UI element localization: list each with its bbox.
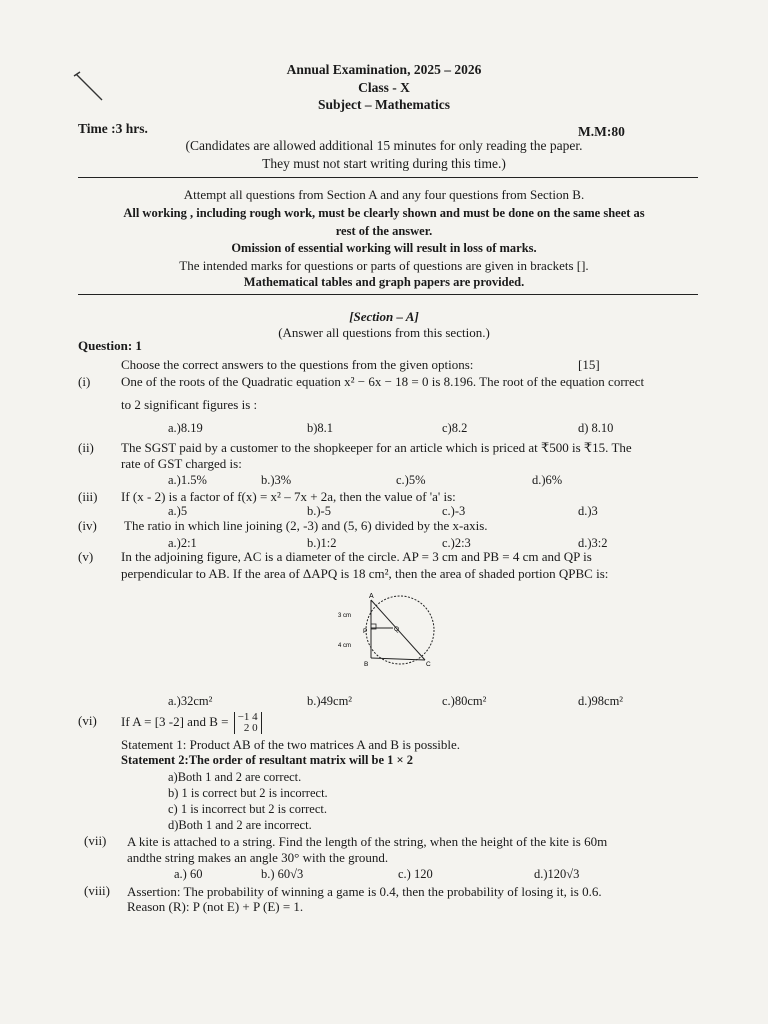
- item-v-text-2: perpendicular to AB. If the area of ΔAPQ is 18 cm², then the area of shaded portion QPBC is:: [121, 566, 609, 581]
- option-c: c.)80cm²: [442, 694, 487, 708]
- choice-b: b) 1 is correct but 2 is incorrect.: [168, 786, 328, 800]
- matrix-row-1: −1 4: [237, 711, 258, 723]
- option-c: c.)2:3: [442, 536, 471, 550]
- item-v-text-1: In the adjoining figure, AC is a diameter of the circle. AP = 3 cm and PB = 4 cm and QP is: [121, 549, 592, 564]
- option-b: b.)1:2: [307, 536, 337, 550]
- instruction-6: Mathematical tables and graph papers are provided.: [243, 275, 525, 289]
- item-iii-text: If (x - 2) is a factor of f(x) = x² – 7x + 2a, then the value of 'a' is:: [121, 489, 456, 504]
- instruction-4: Omission of essential working will result in loss of marks.: [231, 241, 537, 255]
- item-number: (viii): [84, 883, 110, 898]
- choice-d: d)Both 1 and 2 are incorrect.: [168, 818, 312, 832]
- instruction-3: rest of the answer.: [335, 224, 433, 238]
- option-a: a.)5: [168, 504, 188, 518]
- option-a: a.)32cm²: [168, 694, 213, 708]
- option-d: d.)6%: [532, 473, 563, 487]
- label-b: B: [364, 661, 369, 668]
- reason: Reason (R): P (not E) + P (E) = 1.: [127, 899, 304, 914]
- divider-top: [78, 177, 698, 178]
- choice-c: c) 1 is incorrect but 2 is correct.: [168, 802, 327, 816]
- item-number: (iii): [78, 489, 98, 504]
- option-d: d.)3: [578, 504, 598, 518]
- item-ii-text-1: The SGST paid by a customer to the shopkeeper for an article which is priced at ₹500 is ₹15. The: [121, 440, 632, 455]
- matrix-b: [234, 712, 262, 734]
- assertion: Assertion: The probability of winning a game is 0.4, then the probability of losing it, is 0.6.: [127, 884, 602, 899]
- matrix-row-2: 2 0: [243, 722, 258, 734]
- class-label: Class - X: [358, 80, 410, 95]
- item-number: (ii): [78, 440, 94, 455]
- option-d: d) 8.10: [578, 421, 614, 435]
- statement-2: Statement 2:The order of resultant matrix will be 1 × 2: [121, 753, 414, 767]
- instruction-1: Attempt all questions from Section A and any four questions from Section B.: [183, 187, 585, 202]
- time-label: Time :3 hrs.: [78, 121, 148, 136]
- choice-a: a)Both 1 and 2 are correct.: [168, 770, 302, 784]
- label-a: A: [369, 593, 374, 600]
- item-number: (iv): [78, 518, 97, 533]
- item-number: (v): [78, 549, 94, 564]
- statement-1: Statement 1: Product AB of the two matrices A and B is possible.: [121, 737, 461, 752]
- item-vii-text-2: andthe string makes an angle 30° with the ground.: [127, 850, 389, 865]
- option-b: b.)3%: [261, 473, 292, 487]
- section-title: [Section – A]: [349, 309, 419, 324]
- item-vii-text-1: A kite is attached to a string. Find the length of the string, when the height of the kite is 60m: [127, 834, 608, 849]
- section-subtitle: (Answer all questions from this section.): [278, 325, 490, 340]
- label-c: C: [426, 661, 431, 668]
- divider-bottom: [78, 294, 698, 295]
- option-c: c.)-3: [442, 504, 466, 518]
- label-q: Q: [394, 626, 400, 633]
- item-ii-text-2: rate of GST charged is:: [121, 456, 242, 471]
- option-a: a.)8.19: [168, 421, 203, 435]
- max-marks: M.M:80: [578, 124, 625, 139]
- item-number: (i): [78, 374, 91, 389]
- option-c: c.)5%: [396, 473, 426, 487]
- reading-note-1: (Candidates are allowed additional 15 minutes for only reading the paper.: [185, 138, 583, 153]
- item-i-text-2: to 2 significant figures is :: [121, 397, 258, 412]
- option-d: d.)98cm²: [578, 694, 624, 708]
- item-i-text-1: One of the roots of the Quadratic equation x² − 6x − 18 = 0 is 8.196. The root of the equation correct: [121, 374, 645, 389]
- option-c: c)8.2: [442, 421, 468, 435]
- option-c: c.) 120: [398, 867, 433, 881]
- question-intro: Choose the correct answers to the questions from the given options:: [121, 357, 474, 372]
- option-a: a.)2:1: [168, 536, 197, 550]
- item-number: (vi): [78, 713, 97, 728]
- option-a: a.) 60: [174, 867, 203, 881]
- reading-note-2: They must not start writing during this time.): [262, 156, 506, 171]
- option-d: d.)3:2: [578, 536, 608, 550]
- instruction-2: All working , including rough work, must be clearly shown and must be done on the same sheet as: [123, 206, 645, 220]
- question-label: Question: 1: [78, 338, 142, 353]
- instruction-5: The intended marks for questions or parts of questions are given in brackets [].: [179, 258, 589, 273]
- item-vi-text: [121, 712, 262, 734]
- option-b: b.)49cm²: [307, 694, 353, 708]
- label-p: P: [363, 628, 368, 635]
- option-b: b)8.1: [307, 421, 334, 435]
- option-a: a.)1.5%: [168, 473, 207, 487]
- item-iv-text: The ratio in which line joining (2, -3) and (5, 6) divided by the x-axis.: [124, 518, 488, 533]
- option-b: b.) 60√3: [261, 867, 304, 881]
- matrix-a-prefix: If A = [3 -2] and B =: [121, 713, 229, 729]
- label-pb: 4 cm: [338, 643, 352, 649]
- option-d: d.)120√3: [534, 867, 580, 881]
- label-ap: 3 cm: [338, 613, 352, 619]
- circle-figure: [336, 590, 446, 674]
- option-b: b.)-5: [307, 504, 331, 518]
- exam-title: Annual Examination, 2025 – 2026: [286, 62, 482, 77]
- item-number: (vii): [84, 833, 107, 848]
- subject-label: Subject – Mathematics: [318, 97, 450, 112]
- question-marks: [15]: [578, 357, 600, 372]
